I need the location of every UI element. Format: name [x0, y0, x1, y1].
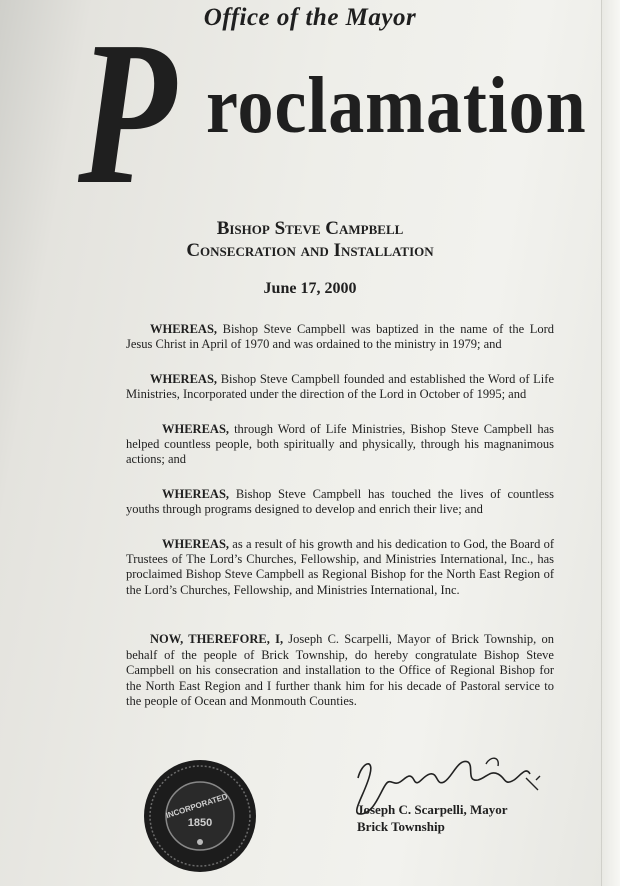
whereas-paragraph: [126, 422, 554, 468]
seal-text: INCORPORATED: [164, 791, 229, 821]
title-rest: roclamation: [205, 62, 587, 150]
township-seal-icon: [142, 758, 258, 874]
office-heading: Office of the Mayor: [203, 4, 417, 31]
signer-block: [357, 801, 508, 835]
whereas-paragraph: [126, 537, 554, 599]
page-edge: [601, 0, 620, 886]
paragraph-text: through Word of Life Ministries, Bishop Steve Campbell has helped countless people, both spiritually and physically, through his magnanimous actions; and: [126, 421, 554, 467]
paragraph-text: Joseph C. Scarpelli, Mayor of Brick Township, on behalf of the people of Brick Township, do hereby congratulate Bishop Steve Campbell on his consecration and installation to the Office of Regional Bishop for the North East Region and I further thank him for his decade of Pastoral service to the people of Ocean and Monmouth Counties.: [126, 632, 555, 708]
seal-year: 1850: [187, 817, 213, 829]
whereas-paragraph: [126, 322, 554, 353]
whereas-paragraph: [126, 372, 554, 403]
resolution-paragraph: [126, 632, 554, 709]
title-initial: P: [78, 0, 177, 227]
paragraph-lead: NOW, THEREFORE, I,: [150, 632, 284, 647]
paragraph-lead: WHEREAS,: [162, 421, 230, 436]
honoree-name: Bishop Steve Campbell: [216, 218, 404, 239]
paragraph-text: Bishop Steve Campbell has touched the lives of countless youths through programs designed to develop and enrich their live; and: [126, 486, 554, 517]
event-name: Consecration and Installation: [186, 240, 434, 261]
proclamation-body: [126, 322, 554, 728]
whereas-paragraph: [126, 487, 554, 518]
paragraph-text: Bishop Steve Campbell founded and established the Word of Life Ministries, Incorporated under the direction of the Lord in October of 1995; and: [126, 371, 554, 402]
signer-name: Joseph C. Scarpelli, Mayor: [357, 802, 508, 817]
signer-township: Brick Township: [357, 819, 445, 834]
paragraph-lead: WHEREAS,: [150, 322, 218, 336]
paragraph-lead: WHEREAS,: [162, 486, 230, 501]
paragraph-text: Bishop Steve Campbell was baptized in the name of the Lord Jesus Christ in April of 1970 and was ordained to the ministry in 1979; and: [126, 322, 554, 352]
paragraph-lead: WHEREAS,: [150, 371, 218, 386]
event-date: June 17, 2000: [263, 280, 357, 297]
paragraph-text: as a result of his growth and his dedication to God, the Board of Trustees of The Lord’s Churches, Fellowship, and Ministries International, Inc., has proclaimed Bishop Steve Campbell as Regional Bishop for the North East Region of the Lord’s Churches, Fellowship, and Ministries International, Inc.: [126, 536, 554, 597]
paragraph-lead: WHEREAS,: [162, 536, 230, 551]
